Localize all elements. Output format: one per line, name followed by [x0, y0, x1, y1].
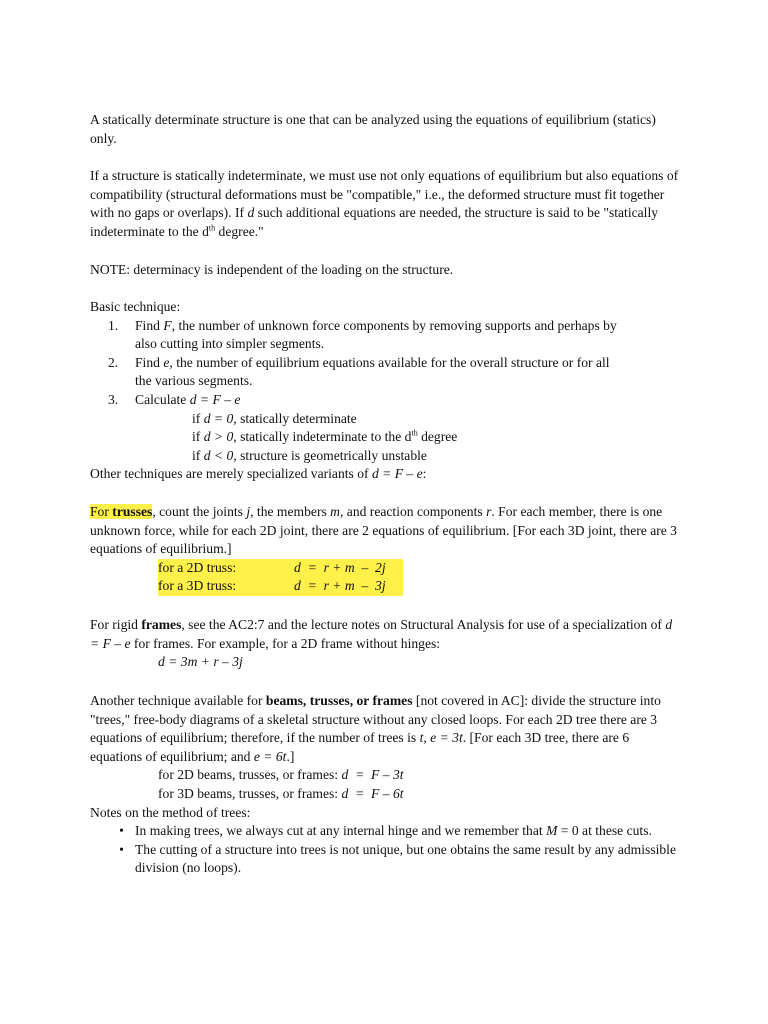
- truss-formula-3d: [90, 577, 680, 596]
- text-run: , structure is geometrically unstable: [233, 447, 427, 463]
- trees-formula-2d: [90, 766, 680, 785]
- text-run: such additional equations are needed, the structure is said to be "statically indeterminate to the d: [90, 205, 659, 239]
- trusses-paragraph: [90, 504, 677, 556]
- other-techniques-line: [90, 465, 680, 484]
- condition: d < 0: [203, 447, 234, 463]
- variable-m: m: [330, 504, 340, 519]
- text-run: = 0 at these cuts.: [557, 823, 652, 839]
- note-paragraph: NOTE: determinacy is independent of the loading on the structure.: [90, 262, 454, 277]
- trees-paragraph: [90, 693, 661, 764]
- trees-formula-3d: [90, 785, 680, 804]
- superscript: th: [411, 428, 418, 438]
- bullet-item: [90, 822, 680, 841]
- formula-label: for 3D beams, trusses, or frames:: [158, 785, 342, 801]
- text-run: if: [192, 429, 204, 445]
- indeterminate-paragraph: [90, 167, 680, 241]
- truss-formula-2d: [90, 559, 680, 578]
- basic-technique-section: [90, 298, 680, 484]
- definition-paragraph: A statically determinate structure is one that can be analyzed using the equations of equilibrium (statics) only.: [90, 112, 656, 146]
- text-run: if: [192, 447, 204, 463]
- text-run: Calculate: [135, 391, 190, 407]
- condition: d > 0: [203, 429, 234, 445]
- equation: d = F – e: [371, 466, 423, 482]
- list-number: 3.: [108, 391, 119, 407]
- text-run: if: [192, 410, 204, 426]
- frames-section: [90, 616, 680, 672]
- case-line: [90, 410, 680, 429]
- text-run: ,: [423, 730, 431, 746]
- trusses-section: [90, 503, 680, 596]
- text-run: , statically determinate: [233, 410, 357, 426]
- condition: d = 0: [203, 410, 234, 426]
- trees-notes-heading: Notes on the method of trees:: [90, 804, 251, 820]
- variable-j: j: [246, 504, 251, 519]
- frames-paragraph: [90, 617, 672, 651]
- text-run: In making trees, we always cut at any internal hinge and we remember that: [135, 823, 547, 839]
- basic-technique-heading: Basic technique:: [90, 299, 181, 314]
- text-run: Other techniques are merely specialized variants of: [90, 466, 372, 482]
- list-item-continuation: also cutting into simpler segments.: [135, 336, 325, 352]
- frame-formula: d = 3m + r – 3j: [158, 654, 243, 670]
- equation: e = 6t: [253, 748, 287, 764]
- text-run: , statically indeterminate to the d: [233, 429, 412, 445]
- text-run: for frames. For example, for a 2D frame without hinges:: [130, 635, 441, 651]
- bullet-item: [90, 841, 680, 878]
- text-run: :: [422, 466, 427, 482]
- text-run: , see the AC2:7 and the lecture notes on Structural Analysis for use of a specialization of: [181, 617, 666, 632]
- variable-e: e: [163, 354, 170, 370]
- beams-trusses-frames-term: beams, trusses, or frames: [265, 693, 413, 708]
- variable-t: t: [419, 730, 424, 746]
- variable-M: M: [546, 823, 558, 839]
- text-run: [not covered in AC]: divide the structure into "trees," free-body diagrams of a skeletal structure without any closed loops. For each 2D tree there are 3 equations of equilibrium; therefore, if the number of trees is: [90, 693, 661, 746]
- text-run: .]: [286, 748, 295, 764]
- variable-F: F: [163, 317, 172, 333]
- list-number: 1.: [108, 317, 119, 333]
- list-number: 2.: [108, 354, 119, 370]
- text-run: , the members: [250, 504, 331, 519]
- case-line: [90, 428, 680, 447]
- text-run: Another technique available for: [90, 693, 266, 708]
- highlight-text: For: [90, 504, 113, 519]
- text-run: degree: [417, 429, 458, 445]
- trees-section: [90, 692, 680, 878]
- bullet-icon: •: [119, 823, 124, 839]
- variable-r: r: [486, 504, 492, 519]
- equation: d = F – e: [189, 391, 241, 407]
- trusses-term: trusses: [112, 504, 153, 519]
- text-run: , the number of unknown force components by removing supports and perhaps by: [171, 317, 617, 333]
- equation: e = 3t: [430, 730, 463, 746]
- list-item-continuation: the various segments.: [135, 373, 253, 389]
- text-run: , and reaction components: [339, 504, 487, 519]
- formula: d = r + m – 2j: [294, 559, 386, 575]
- text-run: Find: [135, 317, 164, 333]
- text-run: The cutting of a structure into trees is not unique, but one obtains the same result by any admissible division (no loops).: [135, 841, 676, 876]
- bullet-icon: •: [119, 841, 124, 857]
- formula-label: for a 3D truss:: [158, 578, 237, 594]
- formula: d = F – 3t: [341, 767, 404, 783]
- text-run: . For each member, there is one unknown force, while for each 2D joint, there are 2 equations of equilibrium. [For each 3D joint, there are 3 equations of equilibrium.]: [90, 504, 677, 557]
- text-run: degree.": [215, 223, 264, 239]
- formula: d = r + m – 3j: [294, 578, 386, 594]
- equation: d = F – e: [90, 617, 673, 651]
- formula-label: for a 2D truss:: [158, 559, 237, 575]
- list-item: [90, 354, 680, 373]
- text-run: For rigid: [90, 617, 142, 632]
- superscript: th: [208, 223, 216, 233]
- text-run: If a structure is statically indeterminate, we must use not only equations of equilibrium but also equations of compatibility (structural deformations must be "compatible," i.e., the deformed structure must fit together with no gaps or overlaps). If: [90, 168, 679, 221]
- text-run: . [For each 3D tree, there are 6 equations of equilibrium; and: [90, 730, 630, 764]
- variable-d: d: [247, 205, 255, 221]
- list-item: [90, 317, 680, 336]
- list-item: [90, 391, 680, 410]
- text-run: , the number of equilibrium equations available for the overall structure or for all: [169, 354, 610, 370]
- formula-label: for 2D beams, trusses, or frames:: [158, 767, 342, 783]
- formula: d = F – 6t: [341, 785, 404, 801]
- text-run: Find: [135, 354, 164, 370]
- case-line: [90, 447, 680, 466]
- text-run: , count the joints: [152, 504, 247, 519]
- frames-term: frames: [141, 617, 182, 632]
